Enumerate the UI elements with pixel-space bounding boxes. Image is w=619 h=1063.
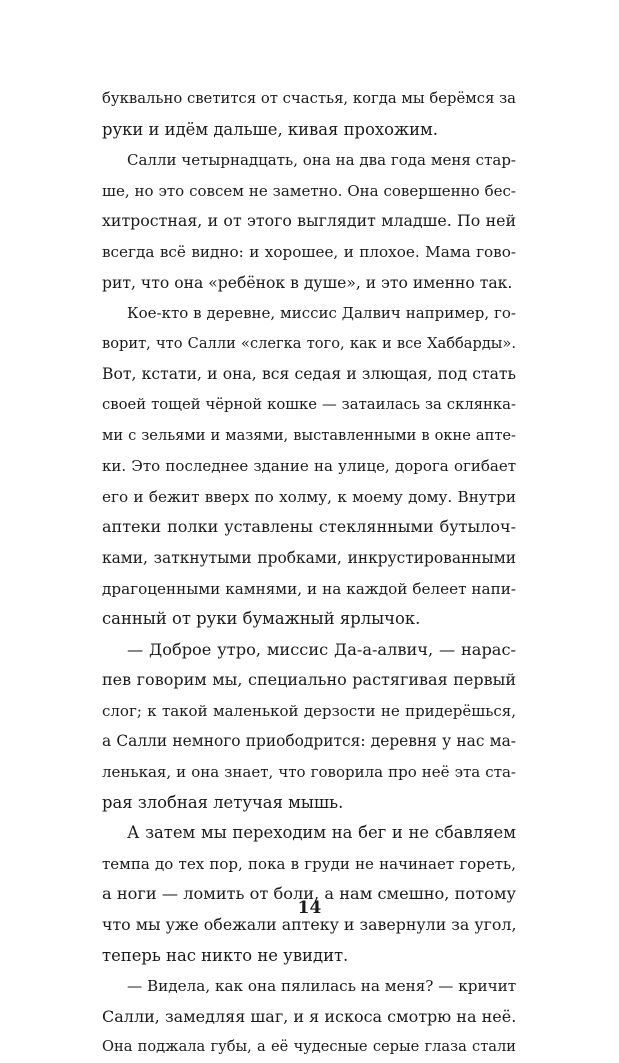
text-line: темпа до тех пор, пока в груди не начинает гореть, [102, 854, 516, 873]
text-line: Вот, кстати, и она, вся седая и злющая, под стать [102, 365, 516, 384]
text-line: ми с зельями и мазями, выставленными в окне апте- [102, 426, 516, 444]
text-line: теперь нас никто не увидит. [102, 945, 349, 965]
text-line: пев говорим мы, специально растягивая первый [102, 670, 516, 690]
text-line: рая злобная летучая мышь. [102, 792, 344, 812]
text-line: а Салли немного приободрится: деревня у нас ма- [102, 732, 516, 751]
text-line: ками, заткнутыми пробками, инкрустированными [102, 548, 516, 567]
text-line: своей тощей чёрной кошке — затаилась за склянка- [102, 395, 516, 413]
text-line: санный от руки бумажный ярлычок. [102, 609, 421, 629]
text-line: А затем мы переходим на бег и не сбавляем [127, 823, 516, 843]
text-line: ленькая, и она знает, что говорила про неё эта ста- [102, 763, 516, 782]
text-line: что мы уже обежали аптеку и завернули за угол, [102, 915, 516, 935]
text-line: ки. Это последнее здание на улице, дорога огибает [102, 457, 516, 476]
text-line: Салли, замедляя шаг, и я искоса смотрю на неё. [102, 1006, 516, 1026]
text-line: ше, но это совсем не заметно. Она совершенно бес- [102, 181, 516, 200]
page-number: 14 [297, 898, 322, 918]
text-line: — Доброе утро, миссис Да-а-алвич, — нарас- [127, 639, 516, 659]
text-line: Салли четырнадцать, она на два года меня стар- [127, 151, 516, 170]
text-line: драгоценными камнями, и на каждой белеет напи- [102, 579, 516, 598]
text-line: слог; к такой маленькой дерзости не придерёшься, [102, 701, 516, 720]
text-line: аптеки полки уставлены стеклянными бутылоч- [102, 517, 516, 537]
text-line: рит, что она «ребёнок в душе», и это именно так. [102, 273, 513, 292]
text-line: его и бежит вверх по холму, к моему дому. Внутри [102, 487, 516, 506]
text-line: Она поджала губы, а её чудесные серые глаза стали [102, 1038, 516, 1056]
text-line: а ноги — ломить от боли, а нам смешно, потому [102, 884, 516, 904]
text-line: буквально светится от счастья, когда мы берёмся за [102, 90, 516, 107]
text-line: Кое-кто в деревне, миссис Далвич например, го- [127, 304, 516, 323]
text-line: всегда всё видно: и хорошее, и плохое. Мама гово- [102, 242, 516, 261]
text-line: — Видела, как она пялилась на меня? — кричит [127, 977, 516, 996]
text-line: руки и идём дальше, кивая прохожим. [102, 119, 438, 139]
text-line: ворит, что Салли «слегка того, как и все Хаббарды». [102, 334, 516, 352]
text-line: хитростная, и от этого выглядит младше. По ней [102, 211, 516, 231]
